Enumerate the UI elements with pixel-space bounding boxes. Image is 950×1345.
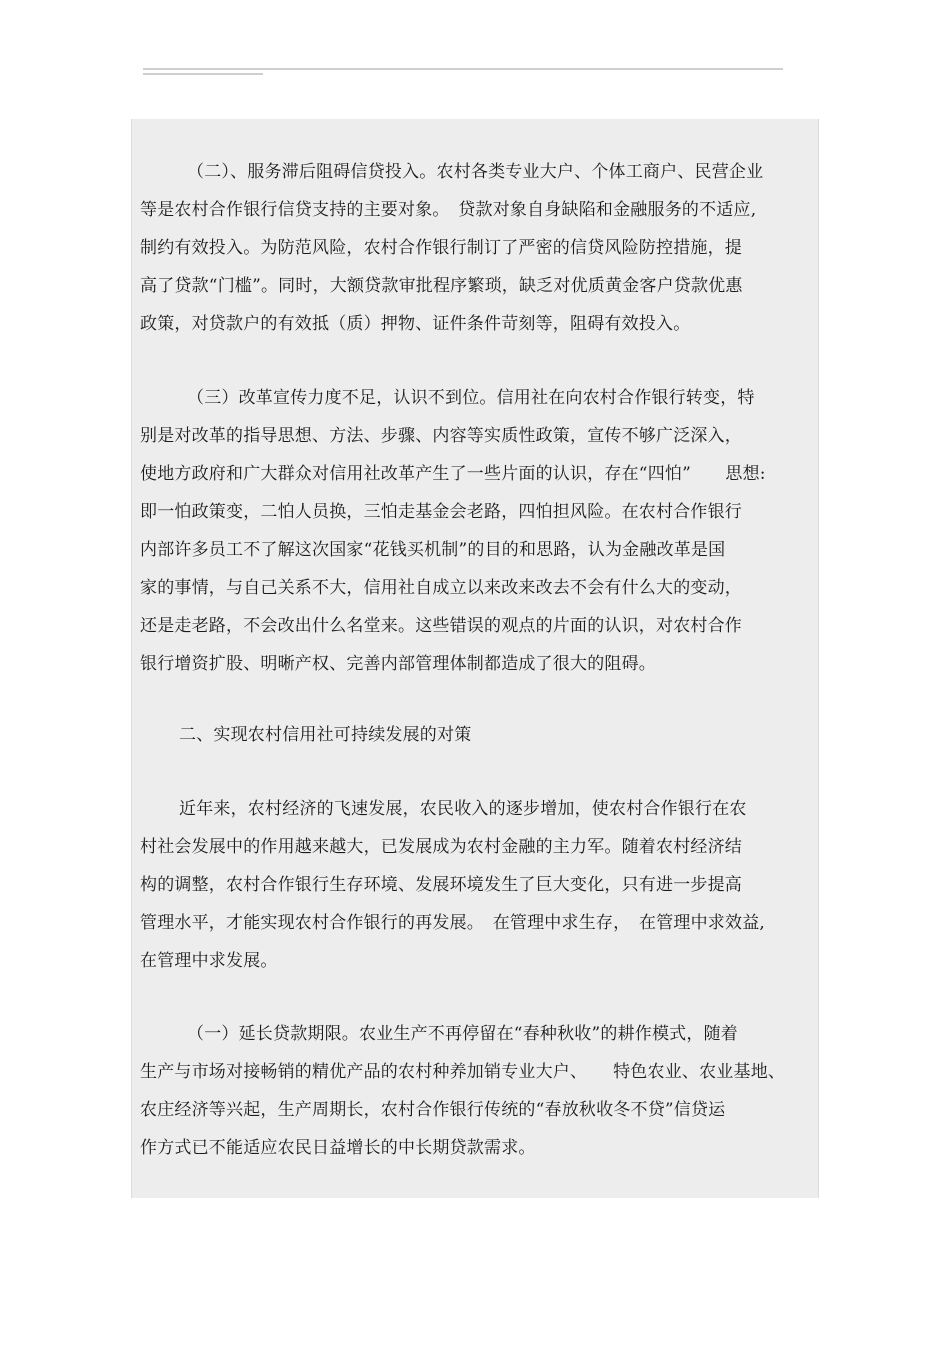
paragraph-line: （一）延长贷款期限。农业生产不再停留在“春种秋收”的耕作模式，随着 [187,1024,738,1044]
paragraph-line: 内部许多员工不了解这次国家“花钱买机制”的目的和思路，认为金融改革是国 [140,540,726,560]
paragraph-line: 农庄经济等兴起，生产周期长，农村合作银行传统的“春放秋收冬不贷”信贷运 [140,1100,726,1120]
paragraph-line: 构的调整，农村合作银行生存环境、发展环境发生了巨大变化，只有进一步提高 [140,875,742,895]
paragraph-line: 使地方政府和广大群众对信用社改革产生了一些片面的认识，存在“四怕” 思想: [140,464,766,484]
paragraph-line: 等是农村合作银行信贷支持的主要对象。 贷款对象自身缺陷和金融服务的不适应, [140,200,757,220]
paragraph-line: 高了贷款“门槛”。同时，大额贷款审批程序繁琐，缺乏对优质黄金客户贷款优惠 [140,276,743,296]
paragraph-line: 近年来，农村经济的飞速发展，农民收入的逐步增加，使农村合作银行在农 [179,799,747,819]
paragraph-line: 作方式已不能适应农民日益增长的中长期贷款需求。 [140,1138,536,1158]
paragraph-line: 还是走老路，不会改出什么名堂来。这些错误的观点的片面的认识，对农村合作 [140,616,742,636]
paragraph-line: 别是对改革的指导思想、方法、步骤、内容等实质性政策，宣传不够广泛深入， [140,426,742,446]
section-heading: 二、实现农村信用社可持续发展的对策 [179,725,472,745]
paragraph-line: 村社会发展中的作用越来越大，已发展成为农村金融的主力军。随着农村经济结 [140,837,742,857]
paragraph-line: 在管理中求发展。 [140,951,278,971]
paragraph-line: 家的事情，与自己关系不大，信用社自成立以来改来改去不会有什么大的变动， [140,578,742,598]
paragraph-line: 制约有效投入。为防范风险，农村合作银行制订了严密的信贷风险防控措施，提 [140,238,742,258]
paragraph-line: （二）、服务滞后阻碍信贷投入。农村各类专业大户、个体工商户、民营企业 [187,162,764,182]
paragraph-line: 政策，对贷款户的有效抵（质）押物、证件条件苛刻等，阻碍有效投入。 [140,314,691,334]
paragraph-line: （三）改革宣传力度不足，认识不到位。信用社在向农村合作银行转变，特 [187,388,755,408]
paragraph-line: 即一怕政策变，二怕人员换，三怕走基金会老路，四怕担风险。在农村合作银行 [140,502,742,522]
header-noise [143,66,807,78]
paragraph-line: 银行增资扩股、明晰产权、完善内部管理体制都造成了很大的阻碍。 [140,654,656,674]
content-panel [131,119,819,1198]
paragraph-line: 生产与市场对接畅销的精优产品的农村种养加销专业大户、 特色农业、农业基地、 [140,1062,786,1082]
paragraph-line: 管理水平，才能实现农村合作银行的再发展。 在管理中求生存， 在管理中求效益, [140,913,766,933]
